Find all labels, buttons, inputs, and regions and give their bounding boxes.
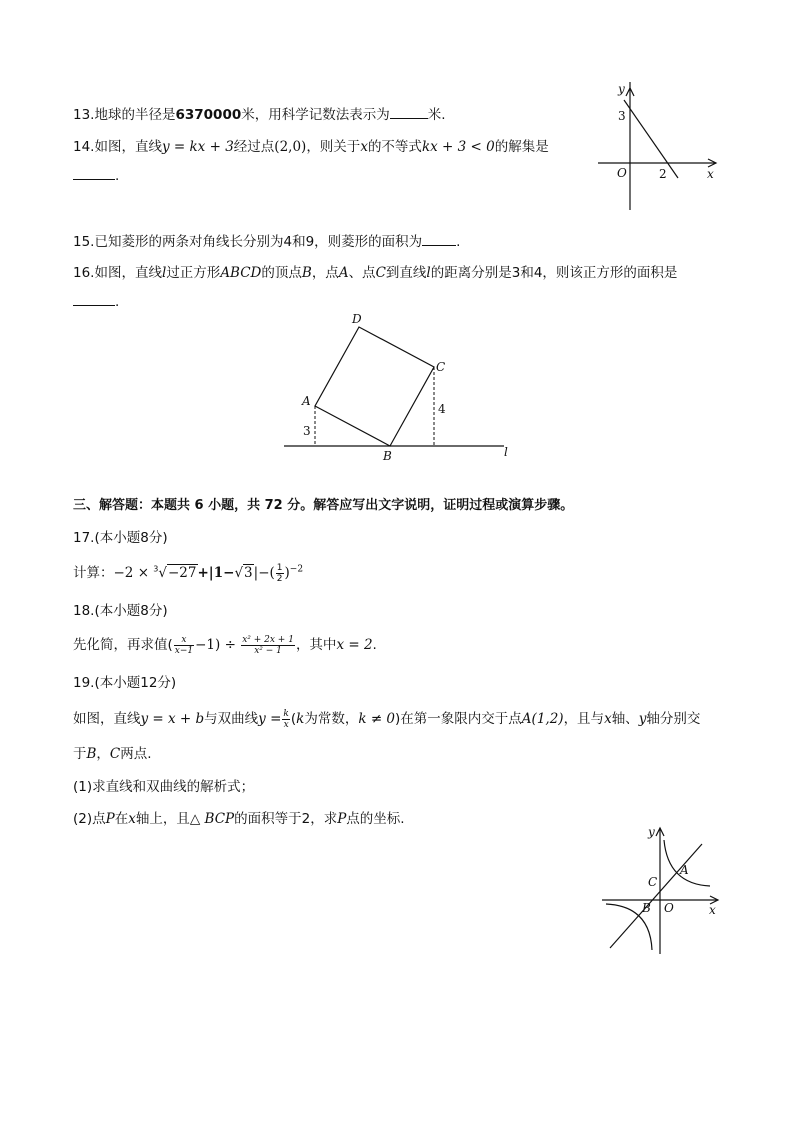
- square-abcd: [315, 327, 434, 446]
- figure-19-graph: [598, 824, 722, 958]
- line-y-x-plus-b: [610, 844, 702, 948]
- distance-3-label: 3: [303, 424, 311, 438]
- question-16-answer: .: [73, 293, 119, 310]
- vertex-c-label: C: [436, 360, 446, 374]
- point-a-label: A: [680, 863, 689, 877]
- line-l-label: l: [504, 445, 508, 459]
- question-14: 14.如图，直线y = kx + 3经过点(2,0)，则关于x的不等式kx + 3 < 0的解集是: [73, 139, 549, 155]
- origin-label: O: [664, 901, 674, 915]
- question-19-part-2: (2)点P在x轴上，且△ BCP的面积等于2，求P点的坐标.: [73, 811, 405, 827]
- question-18: 先化简，再求值( $\frac{x}{x-1}$ −1) ÷ $\frac{\text{x² + 2x + 1}}{\text{x² − 1}}$ ，其中x = 2.: [73, 634, 377, 656]
- answer-blank[interactable]: [390, 106, 428, 119]
- question-19-line-1: 如图，直线y = x + b与双曲线y = $\frac{k}{x}$ (k为常数，k ≠ 0)在第一象限内交于点A(1,2)，且与x轴、y轴分别交: [73, 708, 701, 730]
- figure-16-square: [280, 308, 520, 464]
- question-13: 13.地球的半径是6370000米，用科学记数法表示为 米.: [73, 107, 446, 123]
- question-19-header: 19.(本小题12分): [73, 675, 177, 691]
- question-15: 15.已知菱形的两条对角线长分别为4和9，则菱形的面积为 .: [73, 234, 461, 250]
- origin-label: O: [617, 166, 627, 180]
- vertex-a-label: A: [302, 394, 311, 408]
- question-17: 计算：−2 × $^3$√−27+|1−√3|−( $\frac{1}{2}$ )$^{-2}$: [73, 562, 304, 584]
- y-axis-label: y: [648, 825, 655, 839]
- question-19-line-2: 于B，C两点.: [73, 746, 152, 762]
- x-axis-label: x: [707, 167, 714, 181]
- point-b-label: B: [642, 901, 651, 915]
- y-axis-label: y: [618, 82, 625, 96]
- question-17-header: 17.(本小题8分): [73, 530, 168, 546]
- y-intercept-label: 3: [618, 109, 626, 123]
- section-3-heading: 三、解答题：本题共 6 小题，共 72 分。解答应写出文字说明，证明过程或演算步骤。: [73, 498, 574, 513]
- x-axis-label: x: [709, 903, 716, 917]
- vertex-d-label: D: [352, 312, 362, 326]
- point-c-label: C: [648, 875, 658, 889]
- question-18-header: 18.(本小题8分): [73, 603, 168, 619]
- question-16: 16.如图，直线l过正方形ABCD的顶点B，点A、点C到直线l的距离分别是3和4，则该正方形的面积是: [73, 265, 678, 281]
- distance-4-label: 4: [438, 402, 446, 416]
- answer-blank[interactable]: [422, 233, 456, 246]
- answer-blank[interactable]: [73, 167, 115, 180]
- question-14-answer: .: [73, 167, 119, 184]
- vertex-b-label: B: [383, 449, 392, 463]
- x-intercept-label: 2: [659, 167, 667, 181]
- line-y-kx-plus-3: [624, 100, 678, 178]
- question-19-part-1: (1)求直线和双曲线的解析式；: [73, 779, 255, 795]
- answer-blank[interactable]: [73, 293, 115, 306]
- figure-14-graph: [596, 82, 720, 212]
